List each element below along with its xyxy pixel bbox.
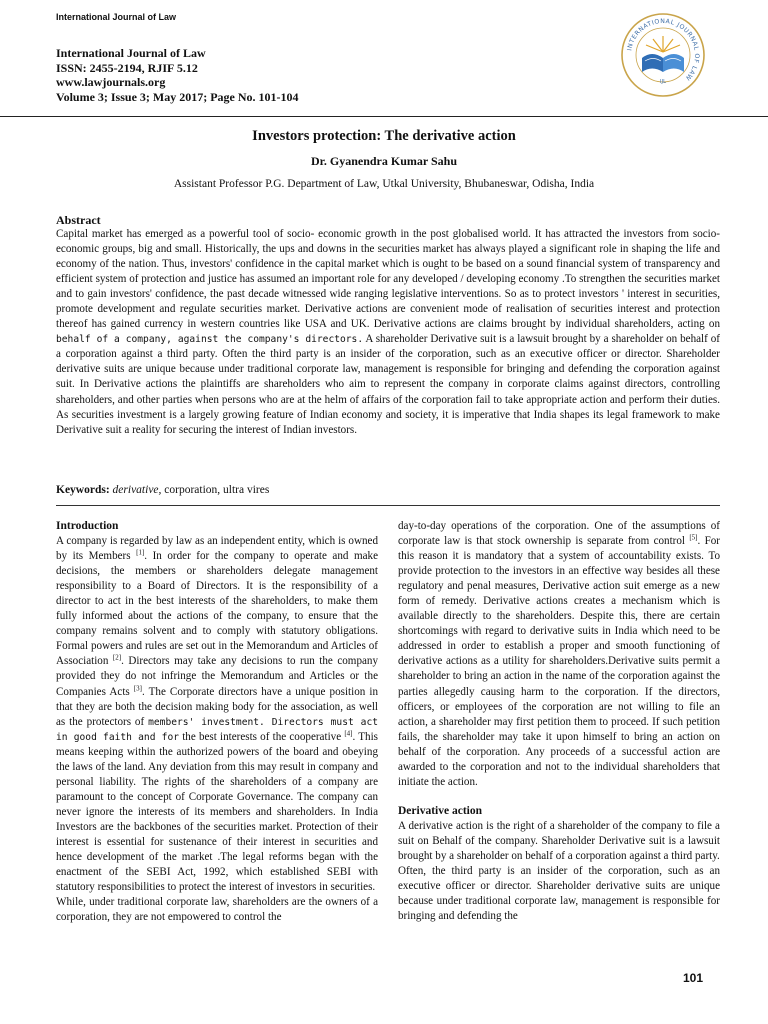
citation-2: [2] [112,653,122,662]
intro-text-5: members' investment. Directors must act in good faith and for [56,716,379,743]
intro-text-7: . This means keeping within the authorized powers of the board and obeying the laws of the land. Any deviation from this may result in company and personal liability. The rights of the shareholders of a company are paramount to the concept of Corporate Governance. The company can never ignore the interests of its members and shareholders. In India Investors are the backbones of the securities market. Protection of their interest is essential for sustenance of their interest in securities and hence development of the market .The legal reforms began with the enactment of the SEBI Act, 1992, which established SEBI with statutory responsibilities to protect the interest of investors in securities. [56,730,378,894]
sun-rays-icon [646,36,680,52]
abstract-text [56,227,720,438]
volume-info: Volume 3; Issue 3; May 2017; Page No. 101-104 [56,89,299,104]
journal-logo [620,12,706,98]
article-title: Investors protection: The derivative action [252,128,516,144]
journal-info [56,46,299,104]
citation-4: [4] [344,728,353,737]
logo-abbrev: IJL [660,79,666,85]
section-gap [398,790,720,804]
intro-text-3: . Directors may take any decisions to run the company provided they do not infringe the Memorandum and Articles or the Companies Acts [56,655,379,698]
abstract-part-b: behalf of a company, against the company's directors. [56,334,364,346]
intro-text-4: . The Corporate directors have a unique position in that they are both the decision making body for the association, as well as the protectors of [56,685,378,728]
intro-paragraph [56,534,378,895]
keywords [56,484,269,496]
journal-name: International Journal of Law [56,46,206,60]
derivative-action-heading: Derivative action [398,804,482,817]
continuation-paragraph [398,519,720,790]
right-text-1: day-to-day operations of the corporation. One of the assumptions of corporate law is that stock ownership is separate from control [398,520,720,548]
introduction-heading: Introduction [56,520,119,532]
logo-ring-text: INTERNATIONAL JOURNAL OF LAW [626,17,701,82]
intro-text-1: A company is regarded by law as an independent entity, which is owned by its Members [56,535,378,563]
keywords-rest: corporation, ultra vires [161,484,270,496]
right-text-2: . For this reason it is mandatory that a system of accountability exists. To provide protection to the investors in an effective way besides all these regulatory and penal measures, Derivative action suit emerge as a new form of remedy. Derivative actions creates a mechanism which is available directly to the shareholders. Despite this, there are certain shortcomings with regard to derivative suits in India which need to be addressed in order to establish a proper and smooth functioning of derivative actions as a utility for shareholders.Derivative suits permit a shareholder to bring an action in the name of the corporation against the parties allegedly causing harm to the corporation. If the directors, officers, or employees of the corporation are not willing to file an action, a shareholder may first petition them to proceed. If such petition fails, the shareholder may take it upon himself to bring an action on behalf of the corporation. Any proceeds of a successful action are awarded to the corporation and not to the individual shareholders that initiate the action. [398,535,720,788]
keywords-label: Keywords: [56,484,110,496]
open-book-icon [642,54,684,72]
citation-3: [3] [133,683,142,692]
derivative-paragraph-1: A derivative action is the right of a shareholder of the company to file a suit on Behalf of the company. Shareholder Derivative suit is a lawsuit brought by a shareholder on behalf of a corporation against a third party. [398,819,720,862]
article-author: Dr. Gyanendra Kumar Sahu [310,154,458,168]
page-number: 101 [683,971,704,985]
right-column [398,519,720,924]
keyword-italic: derivative, [112,484,162,496]
intro-text-6: the best interests of the cooperative [179,730,342,743]
intro-paragraph-2: While, under traditional corporate law, shareholders are the owners of a corporation, they are not empowered to control the [56,896,378,924]
keywords-rule [56,505,720,506]
issn: ISSN: 2455-2194, RJIF 5.12 [56,60,198,75]
abstract-part-c: A shareholder Derivative suit is a lawsuit brought by a shareholder on behalf of a corporation against a third party. Often the third party is an insider of the corporation, such as an executive officer or director. Shareholder derivative suits are unique because under traditional corporate law, management is responsible for bringing and defending the corporation against suit. In Derivative actions the plaintiffs are shareholders who aim to represent the company in corporate claims against directors, controlling shareholders, and other parties when persons who are at the helm of affairs of the corporation fail to take appropriate action and perform their duties. As securities investment is a largely growing feature of Indian economy and society, it is imperative that India shapes its legal framework to make Derivative suit a reality for securing the interest of Indian investors. [56,333,720,436]
running-head: International Journal of Law [56,12,177,22]
author-affiliation: Assistant Professor P.G. Department of Law, Utkal University, Bhubaneswar, Odisha, India [173,178,595,190]
derivative-paragraph-2: Often, the third party is an insider of the corporation, such as an executive officer or director. Shareholder derivative suits are unique because under traditional corporate law, management is responsible for bringing and defending the [398,865,720,923]
citation-5: [5] [689,533,698,542]
journal-website: www.lawjournals.org [56,75,166,89]
abstract-heading: Abstract [56,213,101,227]
intro-text-2: . In order for the company to operate and make decisions, the members or shareholders delegate management responsibility to a Board of Directors. It is the responsibility of a director to act in the best interests of the shareholders, to make them fully informed about the actions of the company, to ensure that the company remains solvent and to comply with statutory obligations. Formal powers and rules are set out in the Memorandum and Articles of Association [56,550,378,668]
header-rule [0,116,768,117]
abstract-part-a: Capital market has emerged as a powerful tool of socio- economic growth in the post globalised world. It has attracted the investors from socio-economic groups, big and small. Historically, the ups and downs in the securities market has always played a significant role in shaping the life and economy of the nation. Thus, investors' confidence in the capital market which is ought to be based on a sound financial system of transparency and efficient system of protection and justice has assumed an important role for any developed / developing economy .To strengthen the securities market and to gain investors' confidence, the past decade witnessed wide ranging legislative interventions. So as to protect investors ' interest in securities, promote development and regulate securities market. Derivative actions are convenient mode of realisation of securities interest and protection thereof has gained currency in western countries like USA and UK. Derivative actions are claims brought by individual shareholders, acting on [56,228,720,331]
left-column [56,519,378,925]
citation-1: [1] [136,548,145,557]
